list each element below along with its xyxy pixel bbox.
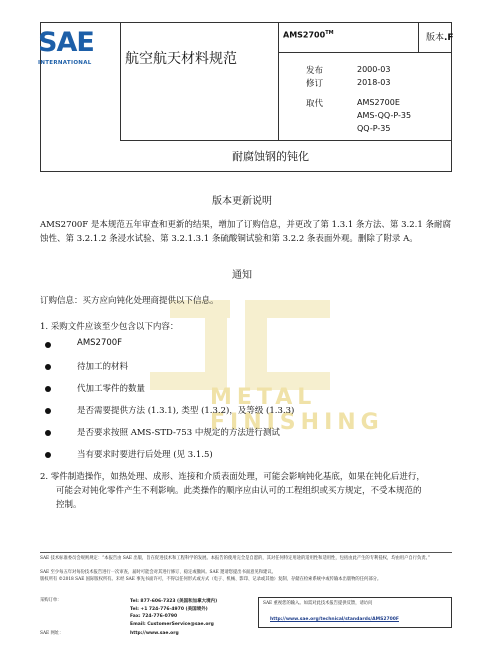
footer-tel: Tel: +1 724-776-4970 (美国境外) bbox=[130, 607, 208, 612]
revised-label: 修订 bbox=[306, 79, 324, 89]
footer-fax: Fax: 724-776-0790 bbox=[130, 614, 178, 619]
bullet-item: 是否要求按照 AMS-STD-753 中规定的方法进行测试 bbox=[77, 428, 280, 438]
bullet-item: 当有要求时要进行后处理 (见 3.1.5) bbox=[77, 450, 213, 460]
bullet-item: AMS2700F bbox=[77, 338, 123, 348]
revision: 版本.F bbox=[426, 33, 454, 43]
item-2: 可能会对钝化零件产生不利影响。此类操作的顺序应由认可的工程组织或买方规定，不受本规范的 bbox=[56, 486, 422, 496]
rationale-text: AMS2700F 是本规范五年审查和更新的结果，增加了订购信息，并更改了第 1.3.1 条方法、第 3.2.1 条耐腐蚀性、第 3.2.1.2 条浸水试验、第 3.2.1.3.1 条硫酸铜试验和第 3.2.2 条表面外观。删除了附录 A。 bbox=[40, 220, 451, 244]
item-2: 控制。 bbox=[56, 500, 82, 510]
item-1: 1. 采购文件应该至少包含以下内容： bbox=[40, 322, 179, 332]
sae-logo-international: INTERNATIONAL bbox=[38, 60, 92, 66]
bullet-item: 待加工的材料 bbox=[77, 362, 129, 372]
bullet-dot bbox=[45, 342, 51, 348]
header-divider bbox=[418, 22, 419, 52]
header-divider bbox=[278, 52, 452, 53]
bullet-item: 是否需要提供方法 (1.3.1), 类型 (1.3.2)，及等级 (1.3.3) bbox=[77, 406, 295, 416]
document-type-title: 航空航天材料规范 bbox=[125, 51, 237, 67]
feedback-text: SAE 重视您的输入。如需对此技术报告提供反馈，请访问 bbox=[263, 601, 373, 606]
footer-web-link[interactable]: http://www.sae.org bbox=[130, 631, 179, 636]
footer-disclaimer: SAE 技术标准委员会规则规定：“本报告由 SAE 出版，旨在促进技术和工程科学的发展。本报告的使用完全是自愿的，其对任何特定用途的适用性和适用性，包括由此产生的专利侵权，均由用户自行负责。” bbox=[40, 556, 430, 561]
footer-web-label: SAE 网址： bbox=[40, 631, 64, 636]
header-divider bbox=[120, 140, 452, 141]
footer-order-label: 采购订单： bbox=[40, 598, 62, 603]
bullet-dot bbox=[45, 452, 51, 458]
notice-title: 通知 bbox=[232, 270, 252, 281]
footer-tel: Tel: 877-606-7323 (美国和加拿大境内) bbox=[130, 599, 218, 604]
item-2: 2. 零件制造操作，如热处理、成形、连接和介质表面处理，可能会影响钝化基底，如果在钝化后进行， bbox=[40, 472, 425, 482]
bullet-dot bbox=[45, 386, 51, 392]
superseding-doc: AMS2700E bbox=[357, 98, 400, 107]
bullet-dot bbox=[45, 364, 51, 370]
rationale-title: 版本更新说明 bbox=[212, 196, 272, 207]
issued-label: 发布 bbox=[306, 66, 324, 76]
footer-copyright: 版权所有 ©2018 SAE 国际版权所有。未经 SAE 事先书面许可，不得以任何形式或方式（电子、机械、影印、记录或其他）复制、存储在检索系统中或传输本出版物的任何部分。 bbox=[40, 577, 382, 582]
document-number: AMS2700™ bbox=[283, 30, 334, 40]
footer-review: SAE 至少每五年对每份技术报告进行一次审查，届时可能会对其进行修订、稳定或撤回。SAE 邀请您提出书面意见和建议。 bbox=[40, 570, 276, 575]
bullet-item: 代加工零件的数量 bbox=[77, 384, 146, 394]
ordering-info: 订购信息：买方应向钝化处理商提供以下信息。 bbox=[40, 296, 219, 306]
issued-date: 2000-03 bbox=[357, 65, 391, 74]
superseding-doc: AMS-QQ-P-35 bbox=[357, 111, 412, 120]
superseding-label: 取代 bbox=[306, 99, 324, 109]
revised-date: 2018-03 bbox=[357, 78, 391, 87]
header-divider bbox=[278, 22, 279, 140]
sae-logo: SAE bbox=[38, 27, 94, 58]
watermark-text: METAL FINISHING bbox=[210, 385, 384, 435]
footer-email[interactable]: Email: CustomerService@sae.org bbox=[130, 622, 214, 627]
bullet-dot bbox=[45, 408, 51, 414]
header-divider bbox=[120, 22, 121, 140]
bullet-dot bbox=[45, 430, 51, 436]
feedback-link[interactable]: http://www.sae.org/technical/standards/AMS2700F bbox=[270, 617, 399, 622]
superseding-doc: QQ-P-35 bbox=[357, 124, 391, 133]
document-subject: 耐腐蚀钢的钝化 bbox=[232, 150, 309, 163]
footer-divider bbox=[40, 552, 452, 553]
